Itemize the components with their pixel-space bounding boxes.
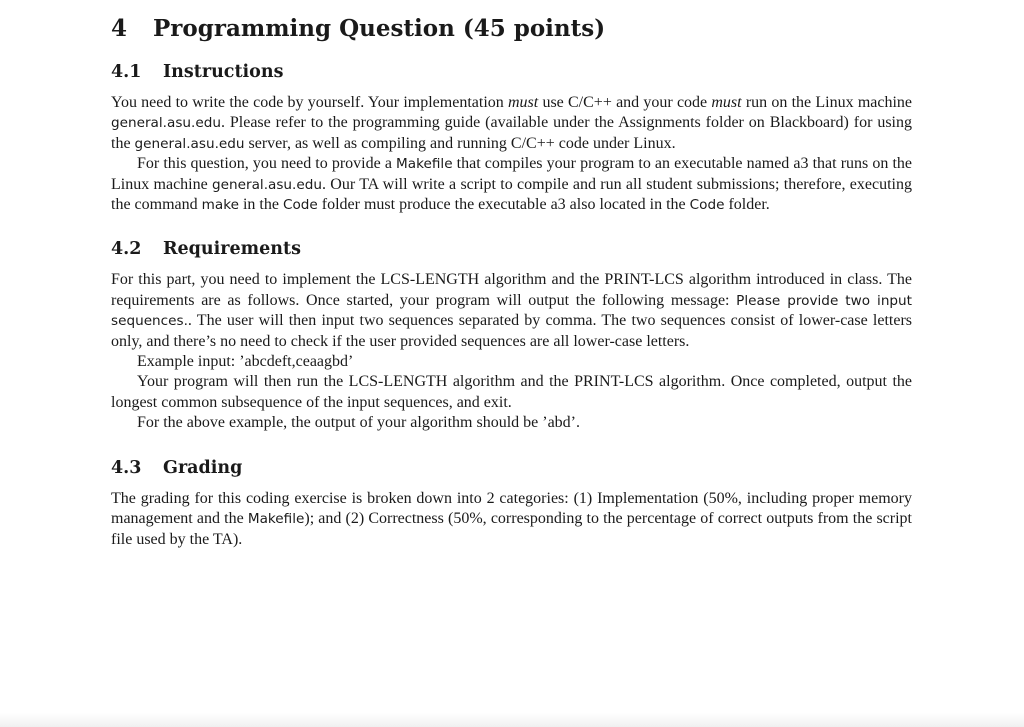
code-folder-term: Code	[282, 197, 318, 214]
code-folder-term: Code	[689, 197, 725, 214]
emphasis: must	[508, 94, 539, 111]
text-run: use C/C++ and your code	[538, 94, 712, 111]
text-run: run on the Linux machine	[741, 94, 913, 111]
subsection-number: 4.1	[111, 62, 142, 82]
instructions-paragraph-2	[111, 154, 912, 215]
text-run: folder.	[724, 196, 770, 214]
emphasis: must	[711, 94, 742, 111]
requirements-paragraph-1	[111, 270, 912, 352]
hostname: general.asu.edu	[134, 135, 245, 152]
text-run: folder must produce the executable a3 also located in the	[317, 196, 690, 214]
subsection-number: 4.3	[111, 457, 142, 478]
page-bottom-edge	[0, 713, 1024, 727]
section-number: 4	[111, 15, 128, 42]
grading-paragraph	[111, 489, 912, 550]
makefile-term: Makefile	[396, 156, 453, 173]
text-run: . Our TA will write a script to compile and run all student submissions; therefore, executing the command	[111, 175, 912, 214]
text-run: . The user will then input two sequences separated by comma. The two sequences consist of lower-case letters only, and there’s no need to check if the user provided sequences are all lower-case letters.	[111, 312, 912, 350]
instructions-paragraph-1	[111, 93, 912, 154]
text-run: The grading for this coding exercise is broken down into 2 categories: (1) Implementation (50%, including proper memory management and the	[111, 489, 912, 528]
text-run: . Please refer to the programming guide (available under the Assignments folder on Blackboard) for using the	[111, 114, 912, 152]
subsection-title-text: Requirements	[163, 239, 301, 260]
text-run: You need to write the code by yourself. Your implementation	[111, 94, 508, 111]
subsection-title-grading	[111, 455, 912, 481]
subsection-title-text: Grading	[163, 457, 243, 478]
prompt-message: Please provide two input sequences.	[111, 292, 913, 330]
requirements-paragraph-2: Your program will then run the LCS-LENGTH algorithm and the PRINT-LCS algorithm. Once completed, output the longest common subsequence of the input sequences, and exit.	[111, 373, 912, 411]
section-title	[111, 12, 912, 46]
section-title-text: Programming Question (45 points)	[153, 15, 606, 42]
text-run: ); and (2) Correctness (50%, corresponding to the percentage of correct outputs from the script file used by the TA).	[111, 510, 913, 548]
hostname: general.asu.edu	[212, 176, 322, 193]
subsection-number: 4.2	[111, 239, 142, 260]
hostname: general.asu.edu	[111, 115, 221, 132]
text-run: For this part, you need to implement the LCS-LENGTH algorithm and the PRINT-LCS algorithm introduced in class. The requirements are as follows. Once started, your program will output the following message:	[111, 271, 912, 309]
text-run: server, as well as compiling and running C/C++ code under Linux.	[244, 134, 676, 152]
make-command: make	[201, 197, 239, 214]
text-run: that compiles your program to an executable named a3 that runs on the Linux machine	[111, 155, 913, 193]
subsection-title-requirements	[111, 236, 912, 262]
requirements-paragraph-3: For the above example, the output of your algorithm should be ’abd’.	[137, 414, 581, 432]
document-page	[111, 12, 912, 550]
text-run: in the	[238, 196, 283, 214]
makefile-term: Makefile	[247, 511, 305, 528]
subsection-title-instructions	[111, 59, 912, 85]
text-run: For this question, you need to provide a	[137, 155, 397, 173]
subsection-title-text: Instructions	[163, 62, 284, 82]
requirements-example: Example input: ’abcdeft,ceaagbd’	[137, 353, 354, 371]
